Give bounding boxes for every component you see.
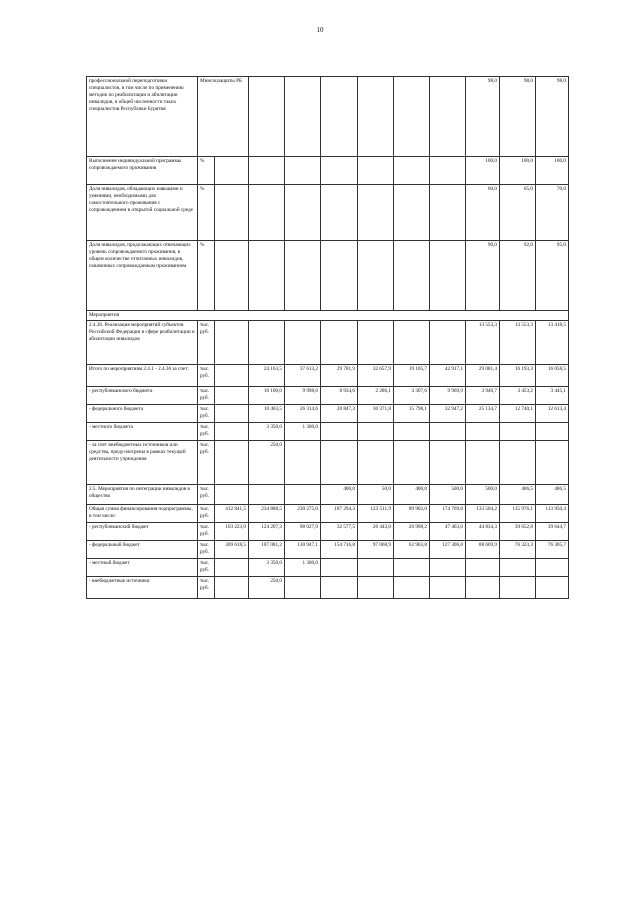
value-cell (536, 559, 569, 577)
value-cell: 113 950,4 (536, 505, 569, 523)
value-cell: 44 834,3 (466, 523, 500, 541)
value-cell: 39 652,8 (500, 523, 536, 541)
value-cell: 98 027,9 (285, 523, 321, 541)
value-cell: 70,0 (536, 185, 569, 241)
value-cell (249, 241, 285, 311)
value-cell: 37 613,2 (285, 365, 321, 387)
value-cell: 97 068,9 (358, 541, 394, 559)
value-cell: 400,0 (321, 485, 358, 505)
value-cell: 9 998,6 (285, 387, 321, 405)
value-cell (430, 423, 466, 441)
row-name: 2.5. Мероприятия по интеграции инвалидов в общество (87, 485, 198, 505)
value-cell (536, 577, 569, 599)
value-cell (215, 241, 249, 311)
value-cell (430, 441, 466, 485)
table-row (87, 365, 569, 387)
value-cell (394, 77, 430, 157)
value-cell (321, 241, 358, 311)
unit-cell: тыс. руб. (198, 321, 215, 365)
value-cell (321, 185, 358, 241)
row-name: Доля инвалидов, обладающих навыками и умениями, необходимыми для самостоятельного проживания с сопровождением в открытой социальной среде (87, 185, 198, 241)
unit-cell: тыс. руб. (198, 541, 215, 559)
value-cell: 187 294,3 (321, 505, 358, 523)
row-name: - федерального бюджета (87, 405, 198, 423)
table-row (87, 423, 569, 441)
value-cell (466, 577, 500, 599)
value-cell (466, 441, 500, 485)
table-row (87, 405, 569, 423)
value-cell: 103 223,0 (215, 523, 249, 541)
value-cell: 3 453,2 (500, 387, 536, 405)
value-cell (430, 321, 466, 365)
value-cell (394, 157, 430, 185)
value-cell: 10 463,5 (249, 405, 285, 423)
value-cell (285, 77, 321, 157)
value-cell: 42 917,1 (430, 365, 466, 387)
table-row (87, 241, 569, 311)
unit-cell: тыс. руб. (198, 405, 215, 423)
value-cell: 24 163,5 (249, 365, 285, 387)
value-cell (215, 405, 249, 423)
value-cell (358, 157, 394, 185)
value-cell: 100,0 (536, 157, 569, 185)
value-cell: 1 300,0 (285, 559, 321, 577)
value-cell: 406,5 (536, 485, 569, 505)
section-title: Мероприятия (87, 311, 569, 321)
unit-cell: % (198, 185, 215, 241)
value-cell: 26 998,2 (394, 523, 430, 541)
value-cell: 92,0 (500, 241, 536, 311)
value-cell: 500,0 (466, 485, 500, 505)
value-cell (321, 321, 358, 365)
value-cell: 88 669,9 (466, 541, 500, 559)
value-cell: 32 657,9 (358, 365, 394, 387)
table-row (87, 523, 569, 541)
section-row (87, 311, 569, 321)
value-cell (358, 321, 394, 365)
value-cell (249, 157, 285, 185)
value-cell: 3 946,7 (466, 387, 500, 405)
value-cell: 3 350,0 (249, 559, 285, 577)
value-cell (215, 423, 249, 441)
unit-cell: тыс. руб. (198, 387, 215, 405)
value-cell: 500,0 (430, 485, 466, 505)
value-cell: 39 644,7 (536, 523, 569, 541)
value-cell: 400,0 (394, 485, 430, 505)
table-row (87, 559, 569, 577)
value-cell: 154 716,8 (321, 541, 358, 559)
value-cell (285, 185, 321, 241)
value-cell: 65,0 (500, 185, 536, 241)
row-name: - республиканского бюджета (87, 387, 198, 405)
value-cell (215, 441, 249, 485)
unit-cell: тыс. руб. (198, 505, 215, 523)
value-cell (500, 559, 536, 577)
value-cell: 90,0 (466, 241, 500, 311)
value-cell (536, 441, 569, 485)
value-cell: 98,0 (536, 77, 569, 157)
value-cell: 3 445,1 (536, 387, 569, 405)
value-cell: 1 300,0 (285, 423, 321, 441)
value-cell (215, 387, 249, 405)
value-cell (321, 423, 358, 441)
value-cell (358, 441, 394, 485)
table-row (87, 387, 569, 405)
value-cell: 13 553,3 (466, 321, 500, 365)
value-cell (358, 241, 394, 311)
value-cell: 2 286,1 (358, 387, 394, 405)
value-cell: 98,0 (500, 77, 536, 157)
unit-cell: тыс. руб. (198, 523, 215, 541)
table-row (87, 541, 569, 559)
row-name: Доля инвалидов, продолжающих отвечающих уровень сопровождаемого проживания, в общем количестве отчитанных инвалидов, охваченных сопровождаемым проживанием (87, 241, 198, 311)
value-cell (394, 577, 430, 599)
table-row (87, 157, 569, 185)
value-cell: 60,0 (466, 185, 500, 241)
value-cell (394, 241, 430, 311)
value-cell (500, 441, 536, 485)
value-cell (430, 185, 466, 241)
value-cell: 29 081,4 (466, 365, 500, 387)
table-row (87, 77, 569, 157)
value-cell (394, 185, 430, 241)
value-cell (215, 365, 249, 387)
value-cell: 12 613,4 (536, 405, 569, 423)
value-cell (321, 77, 358, 157)
value-cell: 9 969,9 (430, 387, 466, 405)
value-cell: 47 463,0 (430, 523, 466, 541)
row-name: Общая сумма финансирования подпрограммы, в том числе: (87, 505, 198, 523)
value-cell: 95,0 (536, 241, 569, 311)
value-cell (500, 577, 536, 599)
executor-cell: Минсоцзащиты РБ (198, 77, 249, 157)
value-cell: 98,0 (466, 77, 500, 157)
value-cell: 123 511,9 (358, 505, 394, 523)
value-cell (285, 241, 321, 311)
value-cell (285, 441, 321, 485)
value-cell: 124 207,3 (249, 523, 285, 541)
value-cell (394, 321, 430, 365)
value-cell: 309 618,5 (215, 541, 249, 559)
unit-cell: тыс. руб. (198, 485, 215, 505)
table-row (87, 441, 569, 485)
value-cell: 174 769,8 (430, 505, 466, 523)
value-cell: 133 504,2 (466, 505, 500, 523)
value-cell (285, 321, 321, 365)
row-name: профессиональной переподготовки специалистов, в том числе по применению методик по реабилитации и абилитации инвалидов, в общей численности таких специалистов Республики Бурятия (87, 77, 198, 157)
value-cell: 406,5 (500, 485, 536, 505)
value-cell: 234 888,5 (249, 505, 285, 523)
value-cell: 16 058,5 (536, 365, 569, 387)
value-cell (358, 423, 394, 441)
value-cell (536, 423, 569, 441)
value-cell: 107 081,2 (249, 541, 285, 559)
value-cell: 32 947,2 (430, 405, 466, 423)
row-name: Выполнение индивидуальной программы сопровождаемого проживания (87, 157, 198, 185)
row-name: - внебюджетные источники (87, 577, 198, 599)
value-cell: 127 306,8 (430, 541, 466, 559)
value-cell (249, 485, 285, 505)
unit-cell: тыс. руб. (198, 577, 215, 599)
row-name: - федеральный бюджет (87, 541, 198, 559)
value-cell: 12 740,1 (500, 405, 536, 423)
value-cell: 8 934,6 (321, 387, 358, 405)
value-cell: 13 553,3 (500, 321, 536, 365)
table-body (87, 77, 569, 599)
value-cell (215, 577, 249, 599)
value-cell (215, 559, 249, 577)
program-table (86, 76, 569, 599)
value-cell (249, 185, 285, 241)
table-row (87, 577, 569, 599)
row-name: - местный бюджет (87, 559, 198, 577)
value-cell: 26 443,0 (358, 523, 394, 541)
value-cell (394, 559, 430, 577)
value-cell (285, 157, 321, 185)
value-cell (394, 423, 430, 441)
row-name: 2.4.36. Реализация мероприятий субъектов Российской Федерации в сфере реабилитации и абилитации инвалидов (87, 321, 198, 365)
value-cell (430, 157, 466, 185)
unit-cell: % (198, 241, 215, 311)
value-cell: 19 105,7 (394, 365, 430, 387)
value-cell: 30 371,8 (358, 405, 394, 423)
table-row (87, 485, 569, 505)
value-cell: 50,0 (358, 485, 394, 505)
value-cell: 3 350,0 (249, 423, 285, 441)
value-cell: 15 798,1 (394, 405, 430, 423)
value-cell: 13 418,5 (536, 321, 569, 365)
value-cell: 250,0 (249, 577, 285, 599)
value-cell: 10 100,0 (249, 387, 285, 405)
value-cell (430, 559, 466, 577)
value-cell (249, 321, 285, 365)
value-cell: 115 976,1 (500, 505, 536, 523)
page-number: 10 (316, 26, 324, 34)
unit-cell: тыс. руб. (198, 365, 215, 387)
value-cell (321, 577, 358, 599)
value-cell (358, 577, 394, 599)
value-cell (321, 157, 358, 185)
value-cell: 32 577,5 (321, 523, 358, 541)
value-cell: 76 323,3 (500, 541, 536, 559)
value-cell: 130 947,1 (285, 541, 321, 559)
value-cell (430, 77, 466, 157)
value-cell (215, 321, 249, 365)
value-cell: 230 275,0 (285, 505, 321, 523)
value-cell (249, 77, 285, 157)
value-cell (500, 423, 536, 441)
value-cell (215, 185, 249, 241)
value-cell (285, 577, 321, 599)
row-name: - республиканский бюджет (87, 523, 198, 541)
unit-cell: тыс. руб. (198, 559, 215, 577)
value-cell (430, 577, 466, 599)
value-cell (215, 485, 249, 505)
value-cell (358, 77, 394, 157)
value-cell (466, 559, 500, 577)
value-cell (285, 485, 321, 505)
value-cell: 62 903,8 (394, 541, 430, 559)
unit-cell: тыс. руб. (198, 441, 215, 485)
row-name: - за счет внебюджетных источников или средства, предусмотрены в рамках текущей деятельности учреждения (87, 441, 198, 485)
value-cell: 100,0 (466, 157, 500, 185)
value-cell (358, 185, 394, 241)
value-cell: 89 902,0 (394, 505, 430, 523)
value-cell: 25 134,7 (466, 405, 500, 423)
value-cell (215, 157, 249, 185)
value-cell: 76 305,7 (536, 541, 569, 559)
table-row (87, 185, 569, 241)
value-cell (321, 441, 358, 485)
value-cell: 100,0 (500, 157, 536, 185)
row-name: Итого по мероприятиям 2.4.1 - 2.4.36 за счет: (87, 365, 198, 387)
table-row (87, 505, 569, 523)
value-cell: 412 841,5 (215, 505, 249, 523)
value-cell (358, 559, 394, 577)
table-row (87, 321, 569, 365)
unit-cell: тыс. руб. (198, 423, 215, 441)
unit-cell: % (198, 157, 215, 185)
value-cell (394, 441, 430, 485)
value-cell: 29 781,9 (321, 365, 358, 387)
value-cell: 250,0 (249, 441, 285, 485)
value-cell: 3 307,6 (394, 387, 430, 405)
value-cell (430, 241, 466, 311)
value-cell: 20 847,3 (321, 405, 358, 423)
value-cell: 26 314,6 (285, 405, 321, 423)
value-cell (321, 559, 358, 577)
value-cell: 16 193,3 (500, 365, 536, 387)
value-cell (466, 423, 500, 441)
row-name: - местного бюджета (87, 423, 198, 441)
